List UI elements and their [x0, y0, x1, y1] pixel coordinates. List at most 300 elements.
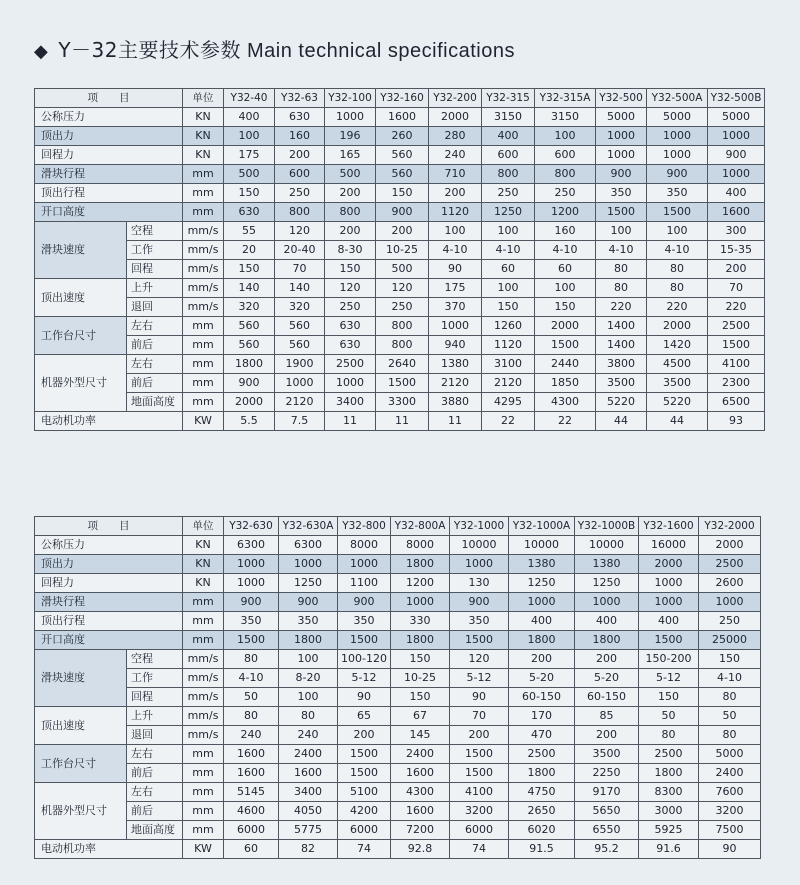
- row-unit: mm/s: [183, 222, 224, 241]
- value-cell: 280: [429, 127, 482, 146]
- value-cell: 2000: [224, 393, 275, 412]
- value-cell: 1800: [279, 631, 338, 650]
- model-header: Y32-800: [338, 517, 391, 536]
- value-cell: 50: [699, 707, 761, 726]
- value-cell: 350: [596, 184, 647, 203]
- page-title: [34, 34, 515, 63]
- value-cell: 2600: [699, 574, 761, 593]
- value-cell: 1120: [482, 336, 535, 355]
- value-cell: 90: [450, 688, 509, 707]
- value-cell: 20: [224, 241, 275, 260]
- spec-row: [35, 650, 761, 669]
- value-cell: 1500: [596, 203, 647, 222]
- value-cell: 11: [325, 412, 376, 431]
- value-cell: 2120: [429, 374, 482, 393]
- value-cell: 4-10: [429, 241, 482, 260]
- spec-row: [35, 726, 761, 745]
- row-unit: mm: [183, 631, 224, 650]
- model-header: Y32-40: [224, 89, 275, 108]
- value-cell: 2000: [699, 536, 761, 555]
- value-cell: 350: [450, 612, 509, 631]
- row-unit: KN: [183, 146, 224, 165]
- value-cell: 250: [699, 612, 761, 631]
- value-cell: 6000: [338, 821, 391, 840]
- spec-row: [35, 707, 761, 726]
- value-cell: 4100: [708, 355, 765, 374]
- value-cell: 900: [708, 146, 765, 165]
- value-cell: 4-10: [224, 669, 279, 688]
- row-unit: mm: [183, 745, 224, 764]
- value-cell: 82: [279, 840, 338, 859]
- value-cell: 1600: [391, 764, 450, 783]
- value-cell: 1500: [647, 203, 708, 222]
- value-cell: 6500: [708, 393, 765, 412]
- value-cell: 1800: [509, 631, 575, 650]
- value-cell: 4-10: [482, 241, 535, 260]
- spec-row: [35, 669, 761, 688]
- value-cell: 120: [450, 650, 509, 669]
- value-cell: 11: [429, 412, 482, 431]
- model-header: Y32-500B: [708, 89, 765, 108]
- value-cell: 100: [535, 279, 596, 298]
- value-cell: 7600: [699, 783, 761, 802]
- value-cell: 7200: [391, 821, 450, 840]
- value-cell: 10000: [509, 536, 575, 555]
- value-cell: 150: [224, 260, 275, 279]
- value-cell: 16000: [639, 536, 699, 555]
- value-cell: 560: [376, 146, 429, 165]
- value-cell: 145: [391, 726, 450, 745]
- spec-row: [35, 127, 765, 146]
- value-cell: 1000: [338, 555, 391, 574]
- model-header: Y32-63: [275, 89, 325, 108]
- value-cell: 1000: [639, 593, 699, 612]
- header-unit: 单位: [183, 89, 224, 108]
- value-cell: 5925: [639, 821, 699, 840]
- model-header: Y32-1000: [450, 517, 509, 536]
- value-cell: 85: [575, 707, 639, 726]
- value-cell: 80: [639, 726, 699, 745]
- group-label: 滑块速度: [35, 222, 127, 279]
- value-cell: 100: [535, 127, 596, 146]
- value-cell: 8300: [639, 783, 699, 802]
- spec-row: [35, 412, 765, 431]
- row-unit: mm: [183, 783, 224, 802]
- sub-label: 前后: [127, 764, 183, 783]
- value-cell: 5000: [647, 108, 708, 127]
- sub-label: 退回: [127, 298, 183, 317]
- value-cell: 74: [450, 840, 509, 859]
- row-unit: mm: [183, 317, 224, 336]
- value-cell: 1000: [224, 555, 279, 574]
- header-item: 项 目: [35, 517, 183, 536]
- group-label: 滑块速度: [35, 650, 127, 707]
- value-cell: 200: [575, 726, 639, 745]
- value-cell: 1420: [647, 336, 708, 355]
- value-cell: 70: [708, 279, 765, 298]
- sub-label: 左右: [127, 745, 183, 764]
- value-cell: 70: [450, 707, 509, 726]
- value-cell: 100: [482, 222, 535, 241]
- value-cell: 22: [535, 412, 596, 431]
- value-cell: 1850: [535, 374, 596, 393]
- value-cell: 200: [509, 650, 575, 669]
- value-cell: 2000: [429, 108, 482, 127]
- row-label: 回程力: [35, 146, 183, 165]
- value-cell: 1250: [482, 203, 535, 222]
- row-label: 公称压力: [35, 108, 183, 127]
- group-label: 工作台尺寸: [35, 745, 127, 783]
- value-cell: 4050: [279, 802, 338, 821]
- value-cell: 1000: [391, 593, 450, 612]
- value-cell: 3100: [482, 355, 535, 374]
- value-cell: 1000: [429, 317, 482, 336]
- spec-row: [35, 317, 765, 336]
- sub-label: 左右: [127, 355, 183, 374]
- value-cell: 2500: [639, 745, 699, 764]
- group-label: 机器外型尺寸: [35, 783, 127, 840]
- value-cell: 70: [275, 260, 325, 279]
- value-cell: 7.5: [275, 412, 325, 431]
- value-cell: 8-30: [325, 241, 376, 260]
- sub-label: 工作: [127, 669, 183, 688]
- row-unit: mm: [183, 612, 224, 631]
- value-cell: 5775: [279, 821, 338, 840]
- value-cell: 560: [376, 165, 429, 184]
- value-cell: 600: [275, 165, 325, 184]
- row-unit: mm: [183, 336, 224, 355]
- value-cell: 200: [376, 222, 429, 241]
- row-unit: mm: [183, 374, 224, 393]
- value-cell: 6000: [224, 821, 279, 840]
- value-cell: 1500: [338, 764, 391, 783]
- value-cell: 630: [325, 317, 376, 336]
- spec-row: [35, 821, 761, 840]
- value-cell: 400: [509, 612, 575, 631]
- value-cell: 5000: [708, 108, 765, 127]
- value-cell: 630: [224, 203, 275, 222]
- spec-row: [35, 298, 765, 317]
- model-header: Y32-630A: [279, 517, 338, 536]
- value-cell: 50: [224, 688, 279, 707]
- value-cell: 160: [535, 222, 596, 241]
- value-cell: 6550: [575, 821, 639, 840]
- value-cell: 170: [509, 707, 575, 726]
- value-cell: 80: [279, 707, 338, 726]
- value-cell: 55: [224, 222, 275, 241]
- value-cell: 2120: [482, 374, 535, 393]
- sub-label: 工作: [127, 241, 183, 260]
- value-cell: 91.6: [639, 840, 699, 859]
- value-cell: 1500: [338, 745, 391, 764]
- value-cell: 2000: [639, 555, 699, 574]
- value-cell: 2250: [575, 764, 639, 783]
- value-cell: 1000: [699, 593, 761, 612]
- value-cell: 1000: [279, 555, 338, 574]
- value-cell: 800: [275, 203, 325, 222]
- value-cell: 1000: [639, 574, 699, 593]
- row-unit: mm/s: [183, 298, 224, 317]
- spec-row: [35, 203, 765, 222]
- value-cell: 5650: [575, 802, 639, 821]
- spec-row: [35, 555, 761, 574]
- value-cell: 240: [224, 726, 279, 745]
- value-cell: 1100: [338, 574, 391, 593]
- value-cell: 400: [639, 612, 699, 631]
- row-label: 顶出力: [35, 127, 183, 146]
- value-cell: 940: [429, 336, 482, 355]
- value-cell: 320: [224, 298, 275, 317]
- model-header: Y32-315: [482, 89, 535, 108]
- value-cell: 710: [429, 165, 482, 184]
- value-cell: 1250: [575, 574, 639, 593]
- value-cell: 160: [275, 127, 325, 146]
- model-header: Y32-1000A: [509, 517, 575, 536]
- value-cell: 4-10: [535, 241, 596, 260]
- row-unit: mm: [183, 393, 224, 412]
- sub-label: 地面高度: [127, 393, 183, 412]
- value-cell: 140: [275, 279, 325, 298]
- value-cell: 5000: [699, 745, 761, 764]
- spec-row: [35, 146, 765, 165]
- value-cell: 6300: [224, 536, 279, 555]
- group-label: 顶出速度: [35, 279, 127, 317]
- row-label: 开口高度: [35, 203, 183, 222]
- value-cell: 200: [275, 146, 325, 165]
- value-cell: 60: [482, 260, 535, 279]
- value-cell: 1200: [535, 203, 596, 222]
- value-cell: 5.5: [224, 412, 275, 431]
- value-cell: 1000: [275, 374, 325, 393]
- value-cell: 1900: [275, 355, 325, 374]
- spec-row: [35, 631, 761, 650]
- value-cell: 1380: [429, 355, 482, 374]
- value-cell: 8000: [338, 536, 391, 555]
- value-cell: 90: [429, 260, 482, 279]
- value-cell: 80: [699, 726, 761, 745]
- spec-table-1: [34, 88, 765, 431]
- value-cell: 100: [482, 279, 535, 298]
- value-cell: 1000: [509, 593, 575, 612]
- value-cell: 1000: [450, 555, 509, 574]
- spec-row: [35, 393, 765, 412]
- value-cell: 560: [224, 317, 275, 336]
- value-cell: 130: [450, 574, 509, 593]
- value-cell: 240: [429, 146, 482, 165]
- value-cell: 8-20: [279, 669, 338, 688]
- value-cell: 2400: [279, 745, 338, 764]
- value-cell: 80: [596, 260, 647, 279]
- value-cell: 140: [224, 279, 275, 298]
- value-cell: 1380: [575, 555, 639, 574]
- value-cell: 100: [647, 222, 708, 241]
- value-cell: 300: [708, 222, 765, 241]
- value-cell: 6300: [279, 536, 338, 555]
- value-cell: 350: [279, 612, 338, 631]
- row-label: 顶出力: [35, 555, 183, 574]
- value-cell: 1500: [450, 764, 509, 783]
- value-cell: 15-35: [708, 241, 765, 260]
- spec-row: [35, 374, 765, 393]
- value-cell: 4300: [535, 393, 596, 412]
- value-cell: 250: [325, 298, 376, 317]
- value-cell: 100: [279, 688, 338, 707]
- value-cell: 800: [376, 336, 429, 355]
- value-cell: 3400: [325, 393, 376, 412]
- spec-row: [35, 165, 765, 184]
- value-cell: 150: [535, 298, 596, 317]
- row-unit: mm: [183, 184, 224, 203]
- title-chinese: Y－32主要技术参数: [58, 38, 242, 62]
- sub-label: 前后: [127, 374, 183, 393]
- row-unit: mm/s: [183, 726, 224, 745]
- row-unit: mm: [183, 203, 224, 222]
- value-cell: 200: [450, 726, 509, 745]
- model-header: Y32-315A: [535, 89, 596, 108]
- value-cell: 1800: [224, 355, 275, 374]
- sub-label: 前后: [127, 336, 183, 355]
- value-cell: 2500: [509, 745, 575, 764]
- value-cell: 65: [338, 707, 391, 726]
- row-label: 电动机功率: [35, 412, 183, 431]
- value-cell: 150: [376, 184, 429, 203]
- value-cell: 6020: [509, 821, 575, 840]
- value-cell: 1600: [224, 745, 279, 764]
- header-item: 项 目: [35, 89, 183, 108]
- spec-row: [35, 279, 765, 298]
- value-cell: 5145: [224, 783, 279, 802]
- value-cell: 150: [391, 650, 450, 669]
- value-cell: 5-20: [509, 669, 575, 688]
- value-cell: 200: [708, 260, 765, 279]
- value-cell: 200: [338, 726, 391, 745]
- value-cell: 6000: [450, 821, 509, 840]
- row-unit: KN: [183, 555, 224, 574]
- value-cell: 4100: [450, 783, 509, 802]
- sub-label: 左右: [127, 783, 183, 802]
- value-cell: 3400: [279, 783, 338, 802]
- value-cell: 4300: [391, 783, 450, 802]
- value-cell: 3300: [376, 393, 429, 412]
- value-cell: 100-120: [338, 650, 391, 669]
- value-cell: 100: [224, 127, 275, 146]
- value-cell: 800: [376, 317, 429, 336]
- value-cell: 150: [482, 298, 535, 317]
- spec-row: [35, 108, 765, 127]
- value-cell: 4-10: [699, 669, 761, 688]
- value-cell: 91.5: [509, 840, 575, 859]
- model-header: Y32-500: [596, 89, 647, 108]
- value-cell: 900: [338, 593, 391, 612]
- value-cell: 5-20: [575, 669, 639, 688]
- value-cell: 260: [376, 127, 429, 146]
- value-cell: 100: [429, 222, 482, 241]
- value-cell: 11: [376, 412, 429, 431]
- value-cell: 5100: [338, 783, 391, 802]
- value-cell: 250: [376, 298, 429, 317]
- value-cell: 1000: [575, 593, 639, 612]
- row-unit: KW: [183, 412, 224, 431]
- model-header: Y32-160: [376, 89, 429, 108]
- value-cell: 3500: [596, 374, 647, 393]
- value-cell: 60-150: [509, 688, 575, 707]
- value-cell: 900: [279, 593, 338, 612]
- sub-label: 退回: [127, 726, 183, 745]
- sub-label: 上升: [127, 279, 183, 298]
- value-cell: 630: [275, 108, 325, 127]
- value-cell: 4200: [338, 802, 391, 821]
- value-cell: 600: [535, 146, 596, 165]
- value-cell: 10-25: [376, 241, 429, 260]
- value-cell: 100: [279, 650, 338, 669]
- value-cell: 9170: [575, 783, 639, 802]
- header-row: [35, 517, 761, 536]
- row-label: 顶出行程: [35, 184, 183, 203]
- value-cell: 1250: [509, 574, 575, 593]
- value-cell: 1800: [639, 764, 699, 783]
- value-cell: 1000: [596, 146, 647, 165]
- row-label: 公称压力: [35, 536, 183, 555]
- model-header: Y32-2000: [699, 517, 761, 536]
- value-cell: 1800: [391, 631, 450, 650]
- value-cell: 1120: [429, 203, 482, 222]
- row-label: 电动机功率: [35, 840, 183, 859]
- value-cell: 90: [338, 688, 391, 707]
- value-cell: 3500: [647, 374, 708, 393]
- value-cell: 600: [482, 146, 535, 165]
- value-cell: 175: [429, 279, 482, 298]
- spec-row: [35, 764, 761, 783]
- value-cell: 900: [376, 203, 429, 222]
- spec-row: [35, 745, 761, 764]
- value-cell: 220: [708, 298, 765, 317]
- value-cell: 1600: [708, 203, 765, 222]
- value-cell: 1000: [325, 374, 376, 393]
- row-unit: KN: [183, 127, 224, 146]
- value-cell: 1000: [596, 127, 647, 146]
- value-cell: 10-25: [391, 669, 450, 688]
- value-cell: 150: [325, 260, 376, 279]
- title-english: Main technical specifications: [247, 40, 515, 62]
- row-unit: mm: [183, 821, 224, 840]
- value-cell: 250: [275, 184, 325, 203]
- value-cell: 2500: [708, 317, 765, 336]
- spec-row: [35, 222, 765, 241]
- model-header: Y32-630: [224, 517, 279, 536]
- value-cell: 3150: [482, 108, 535, 127]
- value-cell: 1400: [596, 336, 647, 355]
- value-cell: 4600: [224, 802, 279, 821]
- spec-row: [35, 612, 761, 631]
- value-cell: 90: [699, 840, 761, 859]
- value-cell: 1500: [450, 631, 509, 650]
- value-cell: 150-200: [639, 650, 699, 669]
- value-cell: 60-150: [575, 688, 639, 707]
- value-cell: 1500: [708, 336, 765, 355]
- value-cell: 44: [647, 412, 708, 431]
- row-unit: mm/s: [183, 688, 224, 707]
- value-cell: 1500: [639, 631, 699, 650]
- value-cell: 1600: [376, 108, 429, 127]
- value-cell: 67: [391, 707, 450, 726]
- value-cell: 7500: [699, 821, 761, 840]
- value-cell: 400: [575, 612, 639, 631]
- spec-row: [35, 241, 765, 260]
- value-cell: 900: [450, 593, 509, 612]
- value-cell: 200: [575, 650, 639, 669]
- value-cell: 50: [639, 707, 699, 726]
- value-cell: 74: [338, 840, 391, 859]
